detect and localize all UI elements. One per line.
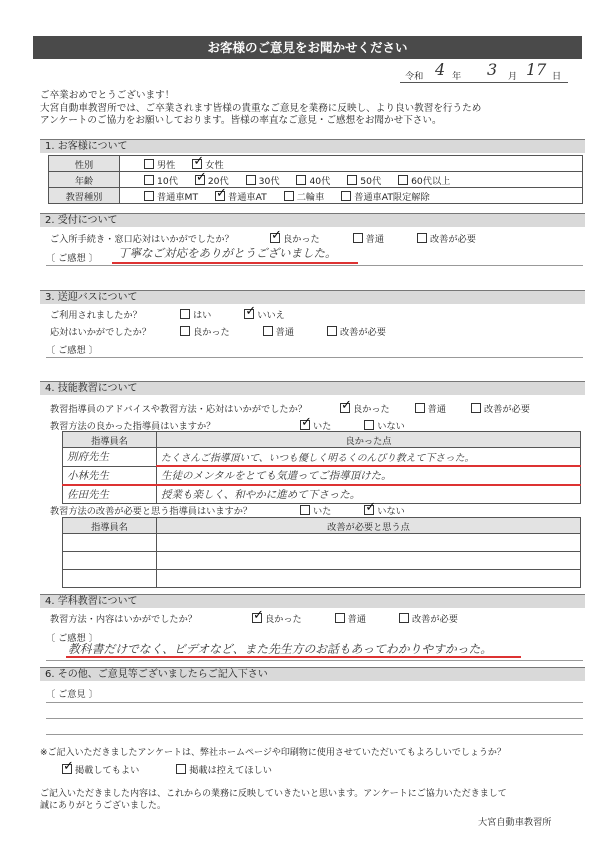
comment-line	[46, 357, 583, 358]
checkbox[interactable]	[341, 191, 351, 201]
option-label: 普通	[347, 614, 367, 625]
option-label: 掲載してもよい	[75, 765, 140, 776]
option-allow[interactable]	[62, 765, 139, 776]
date-day: 17	[526, 60, 547, 79]
reception-options	[270, 231, 476, 245]
option-label: 普通車AT	[228, 191, 267, 203]
checkbox[interactable]	[415, 403, 425, 413]
option-label: 良かった	[265, 614, 302, 625]
checkbox[interactable]	[398, 175, 408, 185]
section-3-header: 3. 送迎バスについて	[40, 290, 585, 304]
option-normal[interactable]	[263, 327, 294, 338]
instructor-question: 教習指導員のアドバイスや教習方法・応対はいかがでしたか？	[50, 404, 307, 415]
comment-line	[46, 265, 583, 266]
bus-use-options	[180, 307, 285, 321]
checkbox-checked[interactable]	[244, 309, 254, 319]
instructor-name: 別府先生	[63, 448, 157, 467]
option-label: 10代	[157, 175, 178, 187]
course-at-removal-option[interactable]	[341, 192, 430, 203]
academic-options	[252, 611, 458, 625]
course-type-label: 教習種別	[49, 188, 120, 204]
publication-note: ※ご記入いただきましたアンケートは、弊社ホームページや印刷物に使用させていただいてもよろしいでしょうか？	[40, 748, 506, 758]
red-underline	[66, 656, 521, 658]
bus-service-question: 応対はいかがでしたか？	[50, 327, 152, 338]
option-label: いいえ	[257, 310, 285, 321]
section-2-header: 2. 受付について	[40, 213, 585, 227]
good-instructor-options	[300, 418, 405, 432]
course-bike-option[interactable]	[284, 192, 325, 203]
option-label: 改善が必要	[339, 327, 386, 338]
section-4-header: 4. 技能教習について	[40, 381, 585, 395]
checkbox-checked[interactable]	[195, 175, 205, 185]
option-label: いた	[313, 421, 332, 432]
age-30s-option[interactable]	[246, 176, 280, 187]
academic-comment-label: 〔 ご感想 〕	[46, 633, 98, 644]
checkbox-checked[interactable]	[300, 420, 310, 430]
age-label: 年齢	[49, 172, 120, 188]
option-label: 60代以上	[411, 175, 451, 187]
good-instructor-question: 教習方法の良かった指導員はいますか？	[50, 421, 216, 432]
checkbox[interactable]	[300, 505, 310, 515]
option-good[interactable]	[180, 327, 230, 338]
option-no[interactable]	[244, 310, 285, 321]
option-label: 50代	[360, 175, 382, 187]
option-normal[interactable]	[335, 614, 366, 625]
option-normal[interactable]	[353, 234, 384, 245]
option-needs-improvement[interactable]	[327, 327, 386, 338]
checkbox[interactable]	[353, 233, 363, 243]
checkbox-checked[interactable]	[192, 159, 202, 169]
checkbox[interactable]	[347, 175, 357, 185]
instructor-comment: 生徒のメンタルをとても気遣ってご指導頂けた。	[157, 466, 581, 485]
improve-instructor-table	[62, 517, 581, 588]
option-label: はい	[193, 310, 212, 321]
table-row	[63, 466, 581, 485]
course-type-options	[120, 188, 583, 204]
checkbox-checked[interactable]	[364, 505, 374, 515]
checkbox-checked[interactable]	[62, 764, 72, 774]
company-name: 大宮自動車教習所	[478, 817, 552, 828]
option-good[interactable]	[340, 404, 390, 415]
course-at-option[interactable]	[215, 192, 267, 203]
option-label: 良かった	[353, 404, 390, 415]
option-label: 二輪車	[296, 191, 325, 203]
option-yes[interactable]	[300, 506, 331, 517]
option-label: 30代	[258, 175, 280, 187]
col-header-good-points: 良かった点	[157, 432, 581, 448]
option-no[interactable]	[364, 506, 405, 517]
checkbox[interactable]	[176, 764, 186, 774]
reception-comment: 丁寧なご対応をありがとうございました。	[118, 246, 337, 260]
option-good[interactable]	[270, 234, 320, 245]
col-header-name: 指導員名	[63, 432, 157, 448]
closing-line: ご記入いただきました内容は、これからの業務に反映していきたいと思います。アンケートにご協力いただきまして	[40, 789, 507, 799]
option-label: 良かった	[193, 327, 230, 338]
checkbox[interactable]	[364, 420, 374, 430]
intro-line: 大宮自動車教習所では、ご卒業されます皆様の貴重なご意見を業務に反映し、より良い教習を行うため	[40, 102, 482, 114]
option-needs-improvement[interactable]	[417, 234, 476, 245]
reception-question: ご入所手続き・窓口応対はいかがでしたか？	[50, 234, 234, 245]
option-label: 普通車MT	[157, 191, 199, 203]
option-label: 改善が必要	[483, 404, 530, 415]
checkbox[interactable]	[246, 175, 256, 185]
red-underline	[112, 262, 358, 264]
date-year-label: 年	[452, 71, 462, 82]
comment-line	[46, 660, 583, 661]
checkbox[interactable]	[471, 403, 481, 413]
gender-label: 性別	[49, 156, 120, 172]
col-header-improve-points: 改善が必要と思う点	[157, 518, 581, 534]
option-label: 普通	[275, 327, 295, 338]
option-label: 普通	[365, 234, 385, 245]
checkbox[interactable]	[284, 191, 294, 201]
date-day-label: 日	[552, 71, 562, 82]
gender-options	[120, 156, 583, 172]
checkbox-checked[interactable]	[270, 233, 280, 243]
date-month: 3	[487, 60, 498, 79]
comment-line	[46, 718, 583, 719]
table-row	[63, 534, 581, 552]
checkbox-checked[interactable]	[252, 613, 262, 623]
option-needs-improvement[interactable]	[399, 614, 458, 625]
option-label: 普通車AT限定解除	[354, 191, 430, 203]
gender-male-option[interactable]	[144, 160, 175, 171]
publication-options	[62, 762, 272, 776]
table-row	[63, 570, 581, 588]
improve-instructor-question: 教習方法の改善が必要と思う指導員はいますか？	[50, 506, 253, 517]
customer-info-table	[48, 155, 583, 204]
checkbox[interactable]	[399, 613, 409, 623]
option-label: 良かった	[283, 234, 320, 245]
date-underline	[400, 82, 568, 83]
col-header-name: 指導員名	[63, 518, 157, 534]
improve-instructor-options	[300, 503, 405, 517]
intro-text	[40, 90, 580, 128]
age-options	[120, 172, 583, 188]
bus-use-question: ご利用されましたか？	[50, 310, 142, 321]
option-needs-improvement[interactable]	[471, 404, 530, 415]
section-academic-header: 4. 学科教習について	[40, 594, 585, 608]
date-month-label: 月	[508, 71, 518, 82]
option-label: いない	[377, 506, 405, 517]
checkbox[interactable]	[417, 233, 427, 243]
checkbox[interactable]	[335, 613, 345, 623]
instructor-options	[340, 401, 530, 415]
instructor-name: 佐田先生	[63, 485, 157, 504]
option-normal[interactable]	[415, 404, 446, 415]
section-1-header: 1. お客様について	[40, 139, 585, 153]
other-comment-label: 〔 ご意見 〕	[46, 689, 98, 700]
checkbox[interactable]	[263, 326, 273, 336]
checkbox[interactable]	[180, 309, 190, 319]
checkbox-checked[interactable]	[340, 403, 350, 413]
comment-line	[46, 734, 583, 735]
option-label: 20代	[207, 175, 229, 187]
course-mt-option[interactable]	[144, 192, 198, 203]
academic-question: 教習方法・内容はいかがでしたか？	[50, 614, 197, 625]
option-label: いない	[377, 421, 405, 432]
instructor-comment: たくさんご指導頂いて、いつも優しく明るくのんびり教えて下さった。	[157, 448, 581, 467]
option-decline[interactable]	[176, 765, 272, 776]
section-6-header: 6. その他、ご意見等ございましたらご記入下さい	[40, 667, 585, 681]
bus-comment-label: 〔 ご感想 〕	[46, 345, 98, 356]
checkbox[interactable]	[180, 326, 190, 336]
instructor-comment: 授業も楽しく、和やかに進めて下さった。	[157, 485, 581, 504]
option-label: 40代	[309, 175, 331, 187]
intro-line: ご卒業おめでとうございます！	[40, 90, 175, 101]
option-label: 普通	[427, 404, 447, 415]
checkbox[interactable]	[144, 191, 154, 201]
good-instructor-table	[62, 431, 581, 504]
option-label: 女性	[205, 159, 224, 171]
closing-line: 誠にありがとうございました。	[40, 801, 167, 811]
table-row	[63, 485, 581, 504]
checkbox[interactable]	[144, 159, 154, 169]
option-label: 改善が必要	[411, 614, 458, 625]
date-year: 4	[435, 60, 446, 79]
comment-line	[46, 702, 583, 703]
option-label: 改善が必要	[429, 234, 476, 245]
checkbox[interactable]	[327, 326, 337, 336]
age-10s-option[interactable]	[144, 176, 178, 187]
checkbox-checked[interactable]	[215, 191, 225, 201]
option-label: 掲載は控えてほしい	[189, 765, 272, 776]
age-60s-option[interactable]	[398, 176, 450, 187]
option-yes[interactable]	[180, 310, 211, 321]
option-good[interactable]	[252, 614, 302, 625]
reception-comment-label: 〔 ご感想 〕	[46, 253, 98, 264]
option-label: いた	[313, 506, 332, 517]
checkbox[interactable]	[296, 175, 306, 185]
table-row	[63, 552, 581, 570]
age-40s-option[interactable]	[296, 176, 330, 187]
option-label: 男性	[157, 159, 176, 171]
checkbox[interactable]	[144, 175, 154, 185]
instructor-name: 小林先生	[63, 466, 157, 485]
date-era: 令和	[405, 71, 424, 82]
age-50s-option[interactable]	[347, 176, 381, 187]
bus-service-options	[180, 324, 386, 338]
academic-comment: 教科書だけでなく、ビデオなど、また先生方のお話もあってわかりやすかった。	[68, 642, 493, 656]
page-title: お客様のご意見をお聞かせください	[33, 36, 582, 59]
table-row	[63, 448, 581, 467]
intro-line: アンケートのご協力をお願いしております。皆様の率直なご意見・ご感想をお聞かせ下さい。	[40, 115, 442, 126]
